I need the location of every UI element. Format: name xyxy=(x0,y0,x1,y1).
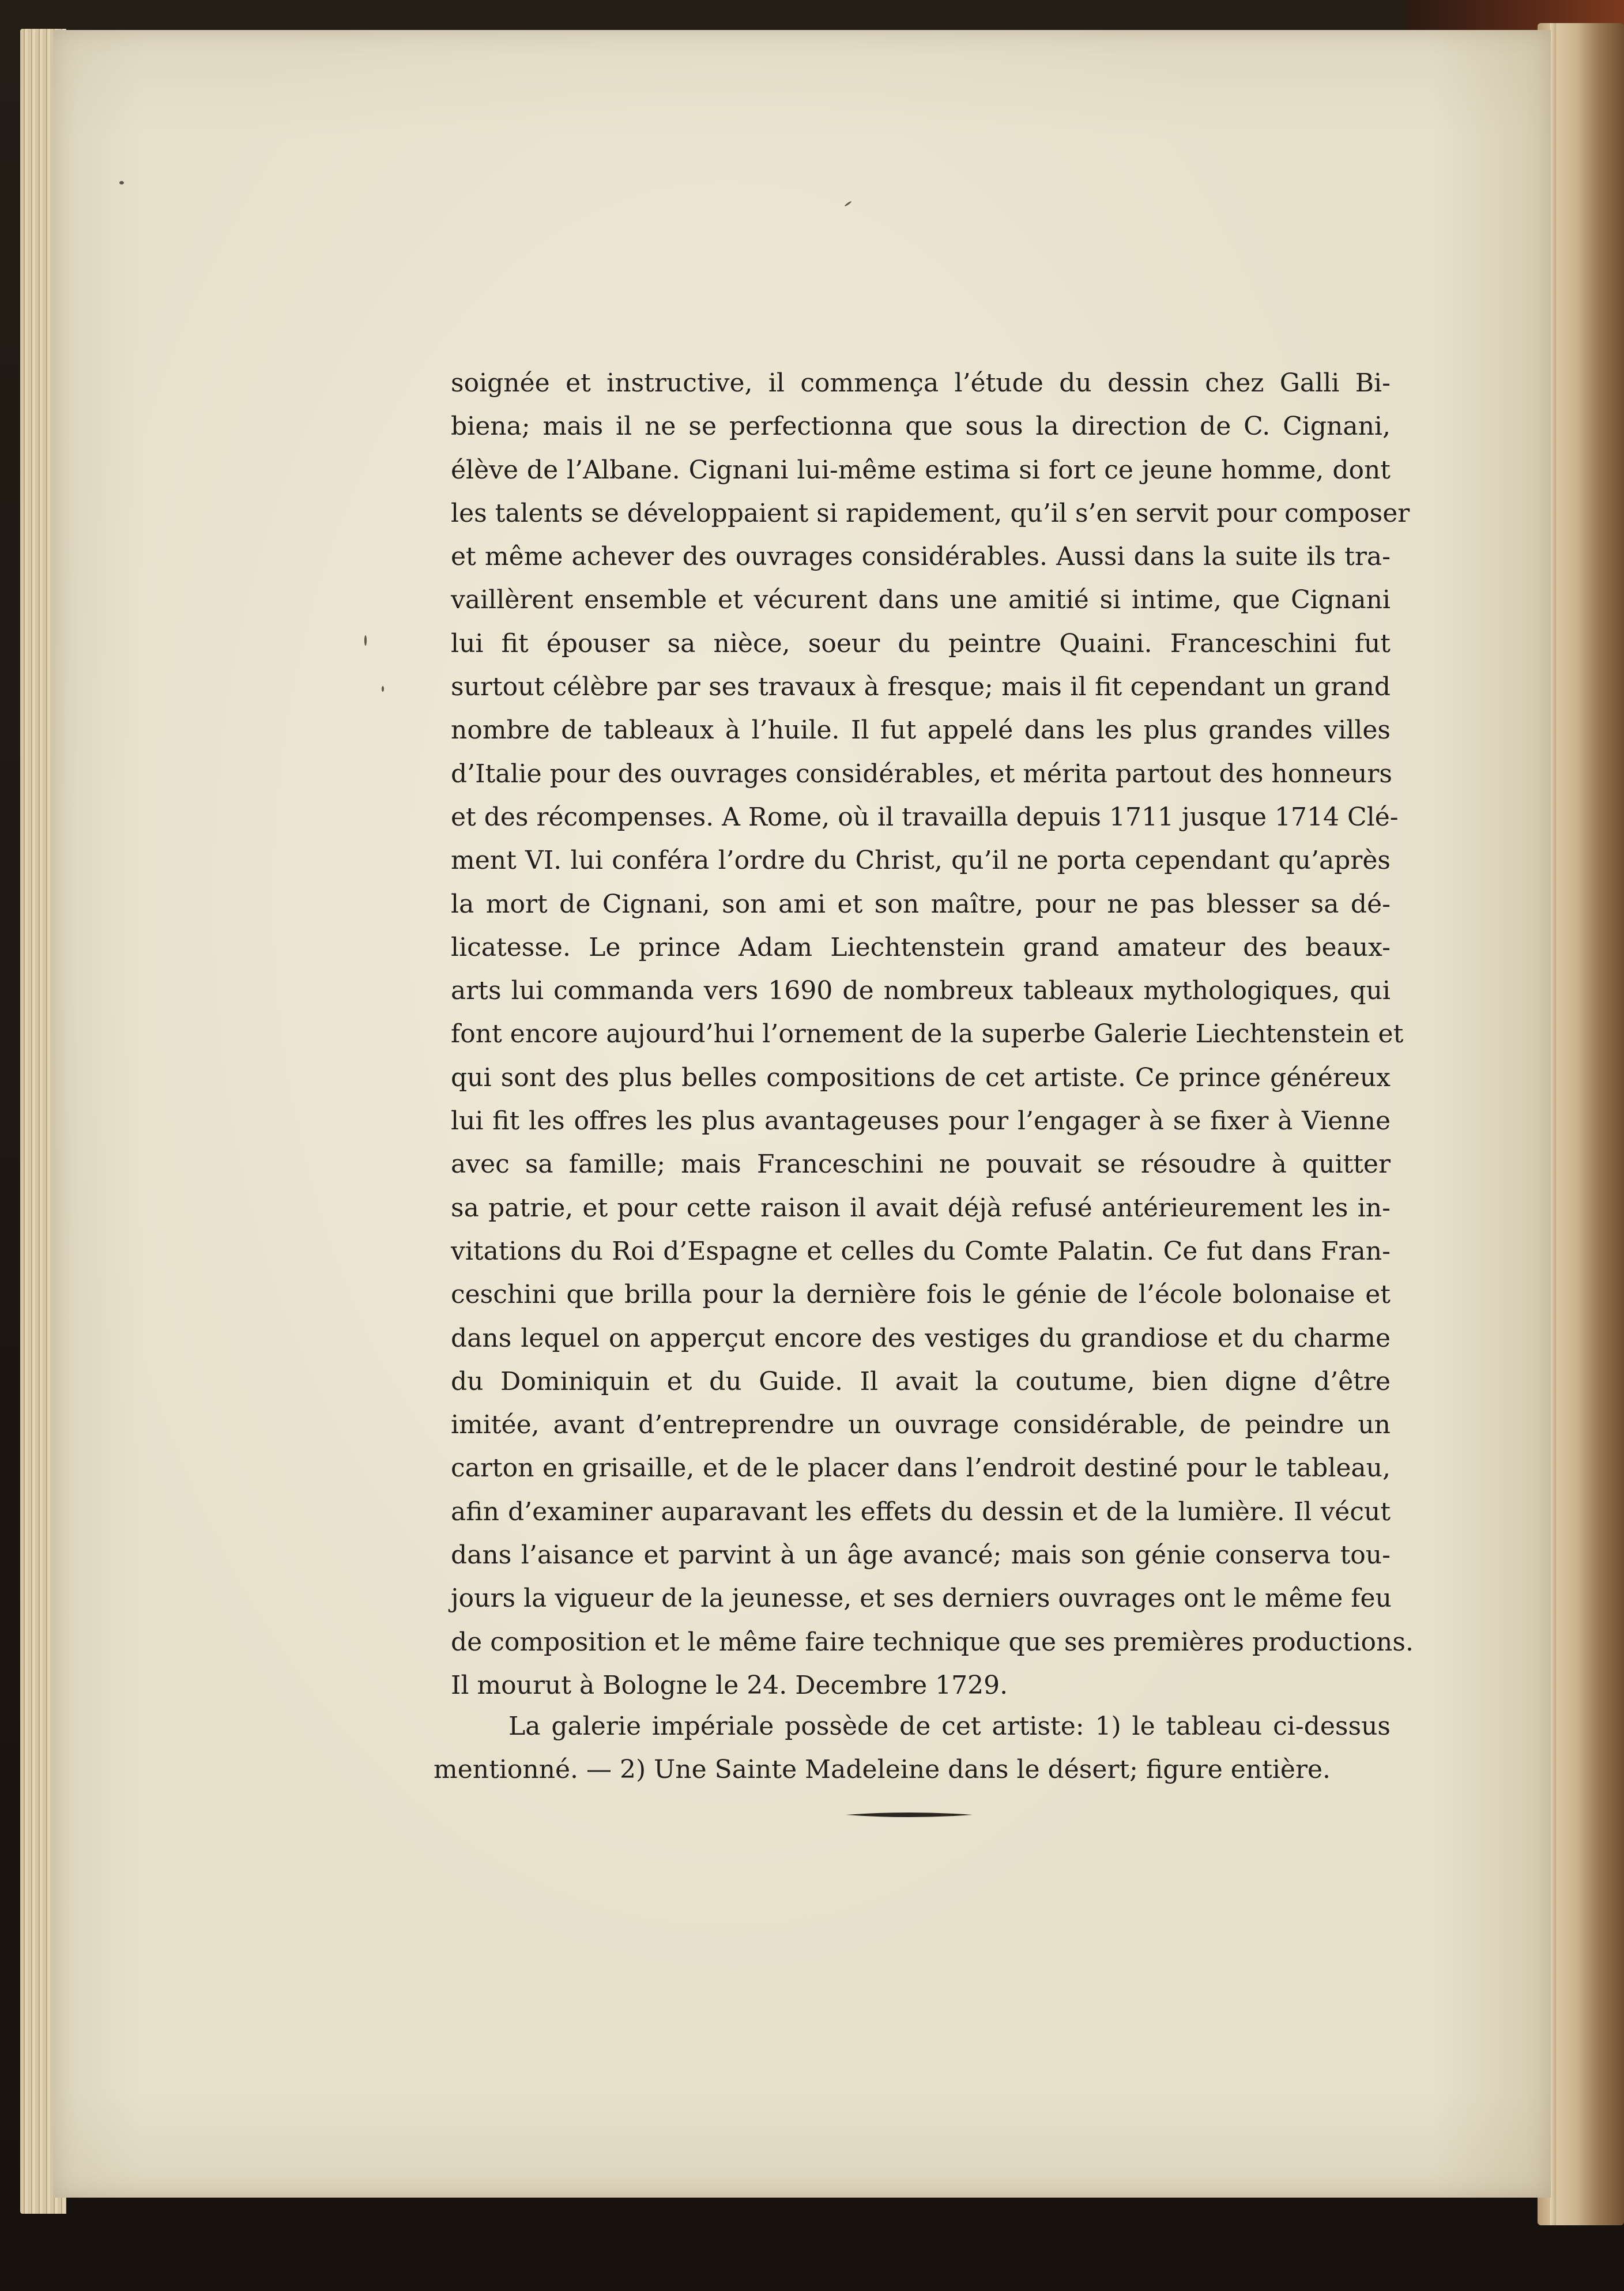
paper-speck xyxy=(382,686,384,692)
text-line: surtout célèbre par ses travaux à fresque; mais il fit cependant un grand xyxy=(451,672,1391,702)
text-line: la mort de Cignani, son ami et son maître, pour ne pas blesser sa dé- xyxy=(451,889,1391,919)
text-line: élève de l’Albane. Cignani lui-même estima si fort ce jeune homme, dont xyxy=(451,455,1391,485)
text-line: vaillèrent ensemble et vécurent dans une amitié si intime, que Cignani xyxy=(451,585,1391,615)
text-line: de composition et le même faire technique que ses premières productions. xyxy=(451,1627,1414,1657)
text-line: les talents se développaient si rapidement, qu’il s’en servit pour composer xyxy=(451,498,1410,528)
text-line: soignée et instructive, il commença l’étude du dessin chez Galli Bi- xyxy=(451,368,1391,398)
text-line: nombre de tableaux à l’huile. Il fut appelé dans les plus grandes villes xyxy=(451,715,1391,745)
text-line: lui fit épouser sa nièce, soeur du peintre Quaini. Franceschini fut xyxy=(451,628,1391,658)
text-line: Il mourut à Bologne le 24. Decembre 1729. xyxy=(451,1670,1008,1700)
text-line: et des récompenses. A Rome, où il travailla depuis 1711 jusque 1714 Clé- xyxy=(451,802,1399,832)
text-line: sa patrie, et pour cette raison il avait déjà refusé antérieurement les in- xyxy=(451,1193,1391,1223)
paper-speck xyxy=(119,181,124,184)
text-line: lui fit les offres les plus avantageuses pour l’engager à se fixer à Vienne xyxy=(451,1106,1391,1136)
text-line: afin d’examiner auparavant les effets du dessin et de la lumière. Il vécut xyxy=(451,1497,1391,1527)
text-line: font encore aujourd’hui l’ornement de la superbe Galerie Liechtenstein et xyxy=(451,1019,1404,1049)
closing-paragraph xyxy=(434,1705,1391,1791)
section-end-ornament xyxy=(846,1810,973,1819)
main-body-text xyxy=(451,361,1414,1707)
text-line: ment VI. lui conféra l’ordre du Christ, qu’il ne porta cependant qu’après xyxy=(451,846,1391,876)
text-line: jours la vigueur de la jeunesse, et ses derniers ouvrages ont le même feu xyxy=(451,1584,1392,1614)
paper-speck xyxy=(364,635,367,646)
text-line: dans lequel on apperçut encore des vestiges du grandiose et du charme xyxy=(451,1323,1391,1353)
text-line: licatesse. Le prince Adam Liechtenstein grand amateur des beaux- xyxy=(451,932,1391,962)
text-line: biena; mais il ne se perfectionna que sous la direction de C. Cignani, xyxy=(451,412,1391,442)
text-line: et même achever des ouvrages considérables. Aussi dans la suite ils tra- xyxy=(451,542,1391,572)
text-line: d’Italie pour des ouvrages considérables, et mérita partout des honneurs xyxy=(451,759,1392,789)
text-line: vitations du Roi d’Espagne et celles du Comte Palatin. Ce fut dans Fran- xyxy=(451,1236,1391,1266)
text-line: carton en grisaille, et de le placer dans l’endroit destiné pour le tableau, xyxy=(451,1453,1391,1483)
text-line: La galerie impériale possède de cet artiste: 1) le tableau ci-dessus xyxy=(508,1712,1391,1741)
text-line: mentionné. — 2) Une Sainte Madeleine dans le désert; figure entière. xyxy=(434,1755,1331,1784)
paper-speck xyxy=(844,201,851,206)
text-line: du Dominiquin et du Guide. Il avait la coutume, bien digne d’être xyxy=(451,1366,1391,1396)
text-line: imitée, avant d’entreprendre un ouvrage considérable, de peindre un xyxy=(451,1410,1391,1440)
text-line: ceschini que brilla pour la dernière fois le génie de l’école bolonaise et xyxy=(451,1280,1391,1310)
text-line: avec sa famille; mais Franceschini ne pouvait se résoudre à quitter xyxy=(451,1150,1391,1180)
text-line: dans l’aisance et parvint à un âge avancé; mais son génie conserva tou- xyxy=(451,1540,1391,1570)
book-page xyxy=(53,30,1551,2198)
text-line: arts lui commanda vers 1690 de nombreux tableaux mythologiques, qui xyxy=(451,976,1391,1006)
text-line: qui sont des plus belles compositions de cet artiste. Ce prince généreux xyxy=(451,1062,1391,1092)
